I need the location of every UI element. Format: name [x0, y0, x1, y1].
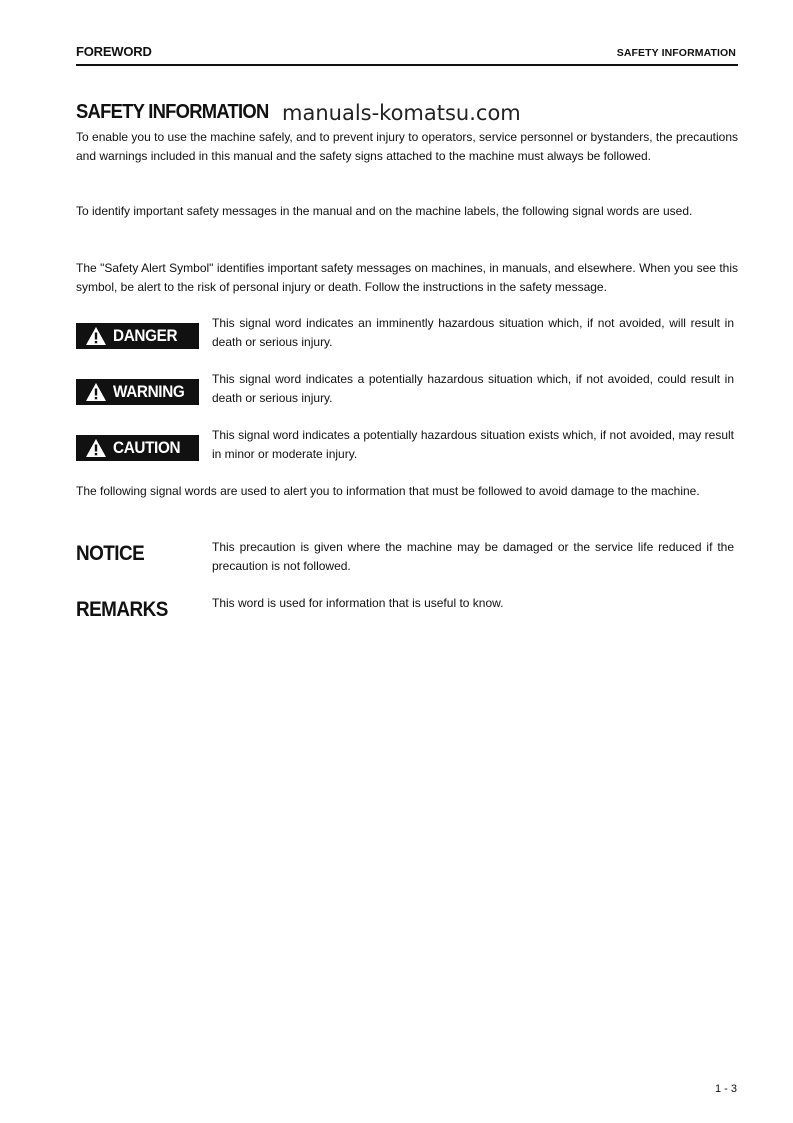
intro-paragraph: To enable you to use the machine safely, and to prevent injury to operators, service personnel or bystanders, the precautions and warnings included in this manual and the safety signs attached to the machine must always be followed.	[76, 130, 738, 163]
notice-label: NOTICE	[76, 542, 145, 565]
damage-paragraph: The following signal words are used to alert you to information that must be followed to avoid damage to the machine.	[76, 484, 700, 498]
warning-label: WARNING	[113, 382, 185, 401]
signal-words-paragraph: To identify important safety messages in the manual and on the machine labels, the following signal words are used.	[76, 204, 693, 218]
caution-description: This signal word indicates a potentially hazardous situation exists which, if not avoided, may result in minor or moderate injury.	[212, 428, 734, 461]
page-title: SAFETY INFORMATION	[76, 101, 269, 123]
danger-label: DANGER	[113, 326, 178, 345]
alert-symbol-paragraph: The "Safety Alert Symbol" identifies important safety messages on machines, in manuals, and elsewhere. When you see this symbol, be alert to the risk of personal injury or death. Follow the instructions in the safety message.	[76, 261, 738, 294]
page-number: 1 - 3	[714, 1083, 737, 1095]
warning-description: This signal word indicates a potentially hazardous situation which, if not avoided, could result in death or serious injury.	[212, 372, 734, 405]
warning-signal-box	[76, 379, 199, 405]
remarks-label: REMARKS	[76, 598, 168, 621]
page-header	[76, 42, 738, 66]
header-chapter-title: SAFETY INFORMATION	[616, 47, 736, 59]
warning-triangle-icon	[85, 438, 107, 458]
caution-label: CAUTION	[113, 438, 181, 457]
remarks-description: This word is used for information that is useful to know.	[212, 596, 504, 610]
notice-description: This precaution is given where the machine may be damaged or the service life reduced if the precaution is not followed.	[212, 540, 734, 573]
header-section-title: FOREWORD	[76, 44, 152, 59]
danger-signal-box	[76, 323, 199, 349]
warning-triangle-icon	[85, 326, 107, 346]
warning-triangle-icon	[85, 382, 107, 402]
caution-signal-box	[76, 435, 199, 461]
danger-description: This signal word indicates an imminently hazardous situation which, if not avoided, will result in death or serious injury.	[212, 316, 734, 349]
watermark: manuals-komatsu.com	[282, 101, 521, 125]
